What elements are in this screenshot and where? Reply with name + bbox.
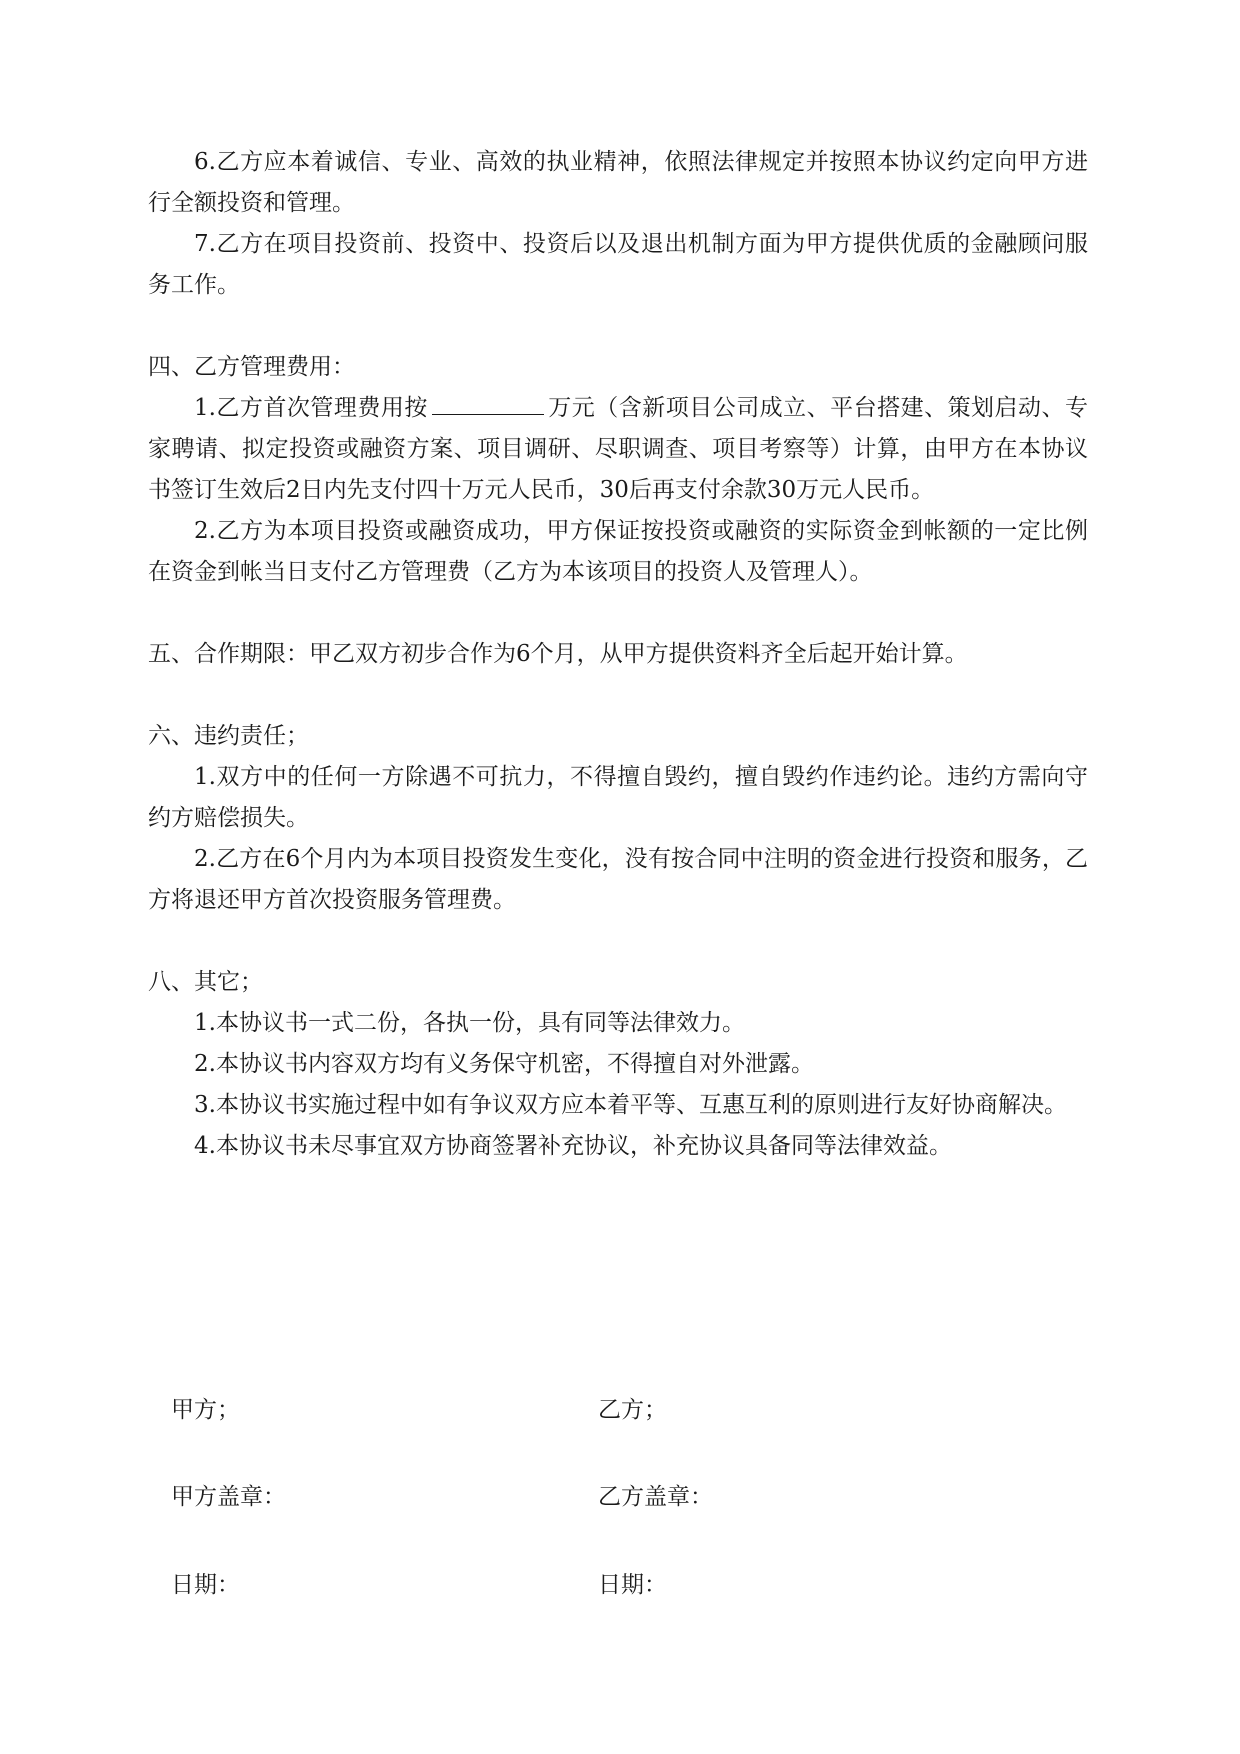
clause-8-4: 4.本协议书未尽事宜双方协商签署补充协议，补充协议具备同等法律效益。 xyxy=(194,1133,952,1159)
party-a-label: 甲方； xyxy=(171,1397,240,1423)
clause-8-3: 3.本协议书实施过程中如有争议双方应本着平等、互惠互利的原则进行友好协商解决。 xyxy=(194,1092,1067,1118)
fee-amount-blank xyxy=(432,392,544,415)
party-b-seal-label: 乙方盖章： xyxy=(598,1484,713,1510)
party-a-date-label: 日期： xyxy=(171,1572,240,1598)
section-6-heading: 六、违约责任； xyxy=(148,723,309,749)
clause-3-6: 6.乙方应本着诚信、专业、高效的执业精神，依照法律规定并按照本协议约定向甲方进行全额投资和管理。 xyxy=(148,149,1088,216)
clause-6-2: 2.乙方在6个月内为本项目投资发生变化，没有按合同中注明的资金进行投资和服务，乙方将退还甲方首次投资服务管理费。 xyxy=(148,846,1088,913)
party-b-label: 乙方； xyxy=(598,1397,667,1423)
clause-8-2: 2.本协议书内容双方均有义务保守机密，不得擅自对外泄露。 xyxy=(194,1051,814,1077)
document-body xyxy=(148,142,1088,1167)
clause-4-1 xyxy=(148,388,1088,511)
party-a-seal-label: 甲方盖章： xyxy=(171,1484,286,1510)
clause-4-2: 2.乙方为本项目投资或融资成功，甲方保证按投资或融资的实际资金到帐额的一定比例在资金到帐当日支付乙方管理费（乙方为本该项目的投资人及管理人）。 xyxy=(148,518,1088,585)
clause-8-1: 1.本协议书一式二份，各执一份，具有同等法律效力。 xyxy=(194,1010,745,1036)
party-b-date-label: 日期： xyxy=(598,1572,667,1598)
section-4-heading: 四、乙方管理费用： xyxy=(148,354,355,380)
section-8-heading: 八、其它； xyxy=(148,969,263,995)
clause-6-1: 1.双方中的任何一方除遇不可抗力，不得擅自毁约，擅自毁约作违约论。违约方需向守约方赔偿损失。 xyxy=(148,764,1088,831)
section-5-text: 五、合作期限：甲乙双方初步合作为6个月，从甲方提供资料齐全后起开始计算。 xyxy=(148,641,968,667)
clause-3-7: 7.乙方在项目投资前、投资中、投资后以及退出机制方面为甲方提供优质的金融顾问服务工作。 xyxy=(148,231,1088,298)
clause-4-1-pre: 1.乙方首次管理费用按 xyxy=(194,395,428,421)
clause-4-1-post: 万元（含新项目公司成立、平台搭建、策划启动、专家聘请、拟定投资或融资方案、项目调研、尽职调查、项目考察等）计算，由甲方在本协议书签订生效后2日内先支付四十万元人民币，30后再支付余款30万元人民币。 xyxy=(148,395,1088,503)
